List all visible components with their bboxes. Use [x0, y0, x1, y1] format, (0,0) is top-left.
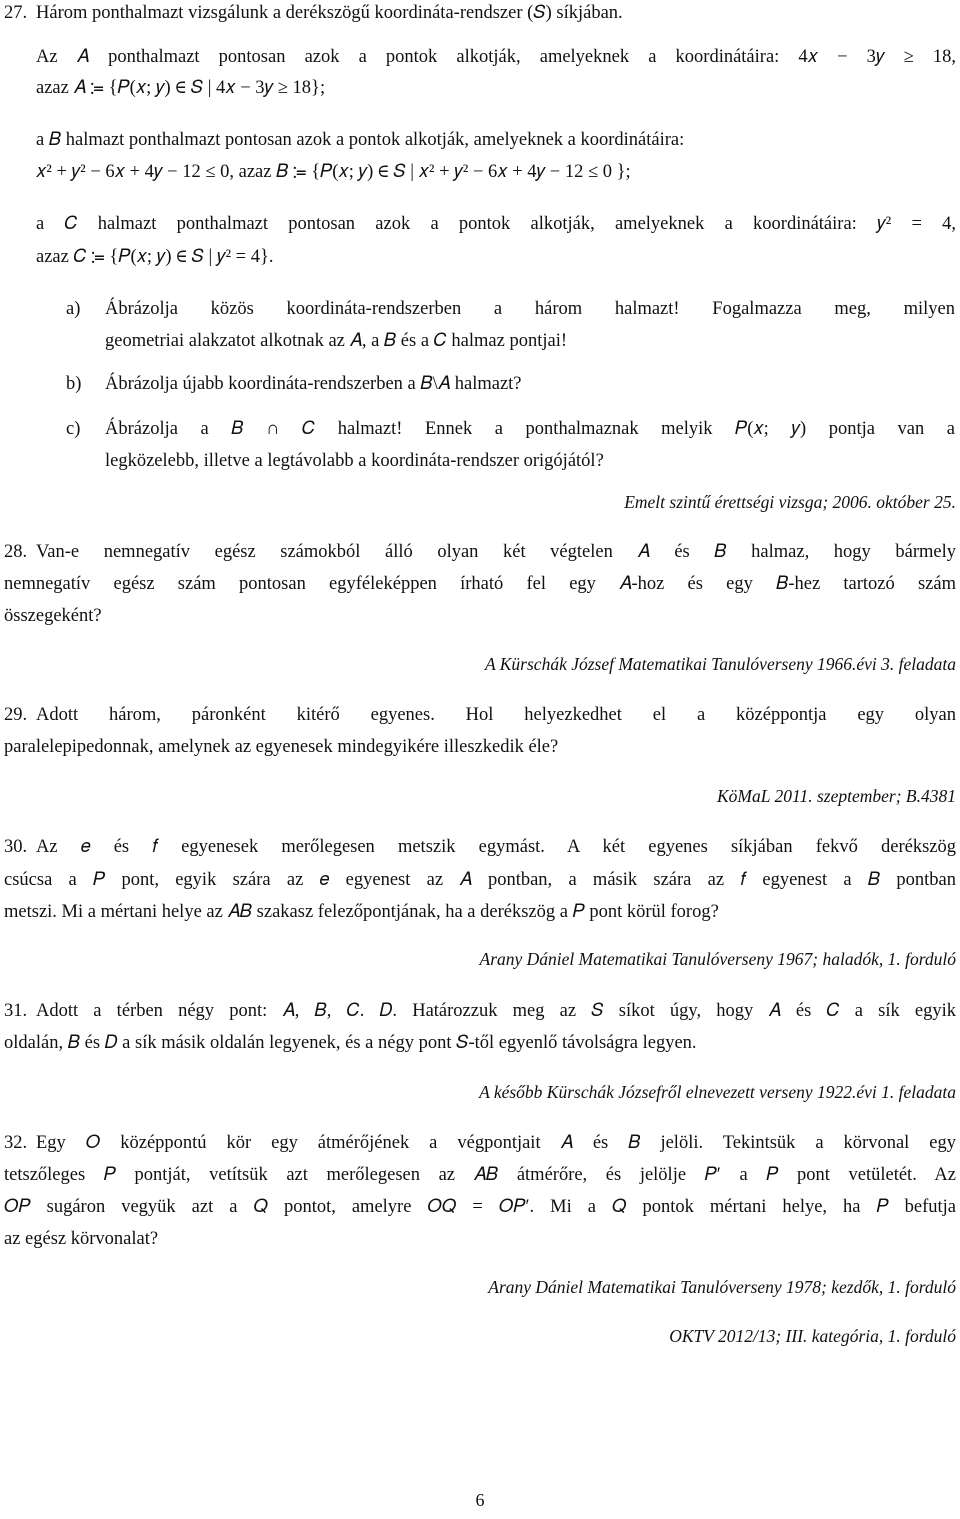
- subpart-label: b): [66, 374, 82, 394]
- problem-text-line: Van-e nemnegatív egész számokból álló olyan két végtelen 𝐴 és 𝐵 halmaz, hogy bármely: [36, 542, 956, 562]
- problem-text-line: összegeként?: [4, 606, 102, 626]
- subpart-text-line: geometriai alakzatot alkotnak az 𝐴, a 𝐵 és a 𝐶 halmaz pontjai!: [105, 331, 568, 351]
- subpart-text-line: Ábrázolja közös koordináta-rendszerben a három halmazt! Fogalmazza meg, milyen: [105, 299, 955, 319]
- problem-number: 31.: [4, 1001, 28, 1021]
- problem-number: 30.: [4, 837, 28, 857]
- problem-number: 28.: [4, 542, 28, 562]
- subpart-text-line: Ábrázolja a 𝐵 ∩ 𝐶 halmazt! Ennek a ponthalmaznak melyik 𝑃(𝑥; 𝑦) pontja van a: [105, 419, 955, 439]
- problem-number: 27.: [4, 3, 28, 23]
- problem-text-line: nemnegatív egész szám pontosan egyféleképpen írható fel egy 𝐴-hoz és egy 𝐵-hez tartozó szám: [4, 574, 956, 594]
- problem-text-line: tetszőleges 𝑃 pontját, vetítsük azt merőlegesen az 𝐴𝐵 átmérőre, és jelölje 𝑃′ a 𝑃 pont vetületét. Az: [4, 1165, 956, 1185]
- problem-text-line: Adott a térben négy pont: 𝐴, 𝐵, 𝐶. 𝐷. Határozzuk meg az 𝑆 síkot úgy, hogy 𝐴 és 𝐶 a sík egyik: [36, 1001, 956, 1021]
- problem-text-line: azaz 𝐴 ≔ {𝑃(𝑥; 𝑦) ∈ 𝑆 | 4𝑥 − 3𝑦 ≥ 18};: [36, 78, 326, 98]
- problem-text-line: Egy 𝑂 középpontú kör egy átmérőjének a végpontjait 𝐴 és 𝐵 jelöli. Tekintsük a körvonal egy: [36, 1133, 956, 1153]
- subpart-label: c): [66, 419, 81, 439]
- problem-text-line: a 𝐵 halmazt ponthalmazt pontosan azok a pontok alkotják, amelyeknek a koordinátáira:: [36, 130, 685, 150]
- problem-text-line: Az 𝐴 ponthalmazt pontosan azok a pontok alkotják, amelyeknek a koordinátáira: 4𝑥 − 3𝑦 ≥ 18,: [36, 47, 956, 67]
- problem-text-line: Három ponthalmazt vizsgálunk a derékszögű koordináta-rendszer (𝑆) síkjában.: [36, 3, 623, 23]
- source-citation: OKTV 2012/13; III. kategória, 1. forduló: [669, 1326, 956, 1346]
- source-citation: Arany Dániel Matematikai Tanulóverseny 1978; kezdők, 1. forduló: [488, 1277, 956, 1297]
- subpart-label: a): [66, 299, 81, 319]
- problem-text-line: Az 𝑒 és 𝑓 egyenesek merőlegesen metszik egymást. A két egyenes síkjában fekvő derékszög: [36, 837, 956, 857]
- problem-number: 32.: [4, 1133, 28, 1153]
- subpart-text-line: Ábrázolja újabb koordináta-rendszerben a 𝐵\𝐴 halmazt?: [105, 374, 522, 394]
- problem-text-line: Adott három, páronként kitérő egyenes. Hol helyezkedhet el a középpontja egy olyan: [36, 705, 956, 725]
- page-number: 6: [475, 1490, 485, 1510]
- source-citation: Arany Dániel Matematikai Tanulóverseny 1967; haladók, 1. forduló: [479, 949, 956, 969]
- source-citation: KöMaL 2011. szeptember; B.4381: [717, 786, 956, 806]
- problem-text-line: azaz 𝐶 ≔ {𝑃(𝑥; 𝑦) ∈ 𝑆 | 𝑦² = 4}.: [36, 247, 274, 267]
- source-citation: A Kürschák József Matematikai Tanulóverseny 1966.évi 3. feladata: [485, 654, 956, 674]
- problem-text-line: a 𝐶 halmazt ponthalmazt pontosan azok a pontok alkotják, amelyeknek a koordinátáira: 𝑦² = 4,: [36, 214, 956, 234]
- source-citation: Emelt szintű érettségi vizsga; 2006. október 25.: [624, 492, 956, 512]
- problem-text-line: oldalán, 𝐵 és 𝐷 a sík másik oldalán legyenek, és a négy pont 𝑆-től egyenlő távolságra legyen.: [4, 1033, 697, 1053]
- problem-text-line: metszi. Mi a mértani helye az 𝐴𝐵 szakasz felezőpontjának, ha a derékszög a 𝑃 pont körül forog?: [4, 902, 719, 922]
- problem-text-line: paralelepipedonnak, amelynek az egyenesek mindegyikére illeszkedik éle?: [4, 737, 559, 757]
- problem-text-line: az egész körvonalat?: [4, 1229, 159, 1249]
- problem-text-line: csúcsa a 𝑃 pont, egyik szára az 𝑒 egyenest az 𝐴 pontban, a másik szára az 𝑓 egyenest a 𝐵 pontban: [4, 870, 956, 890]
- problem-text-line: 𝑂𝑃 sugáron vegyük azt a 𝑄 pontot, amelyre 𝑂𝑄 = 𝑂𝑃′. Mi a 𝑄 pontok mértani helye, ha 𝑃 befutja: [4, 1197, 956, 1217]
- source-citation: A később Kürschák Józsefről elnevezett verseny 1922.évi 1. feladata: [479, 1082, 956, 1102]
- subpart-text-line: legközelebb, illetve a legtávolabb a koordináta-rendszer origójától?: [105, 451, 604, 471]
- problem-text-line: 𝑥² + 𝑦² − 6𝑥 + 4𝑦 − 12 ≤ 0, azaz 𝐵 ≔ {𝑃(𝑥; 𝑦) ∈ 𝑆 | 𝑥² + 𝑦² − 6𝑥 + 4𝑦 − 12 ≤ 0 };: [36, 162, 631, 182]
- problem-number: 29.: [4, 705, 28, 725]
